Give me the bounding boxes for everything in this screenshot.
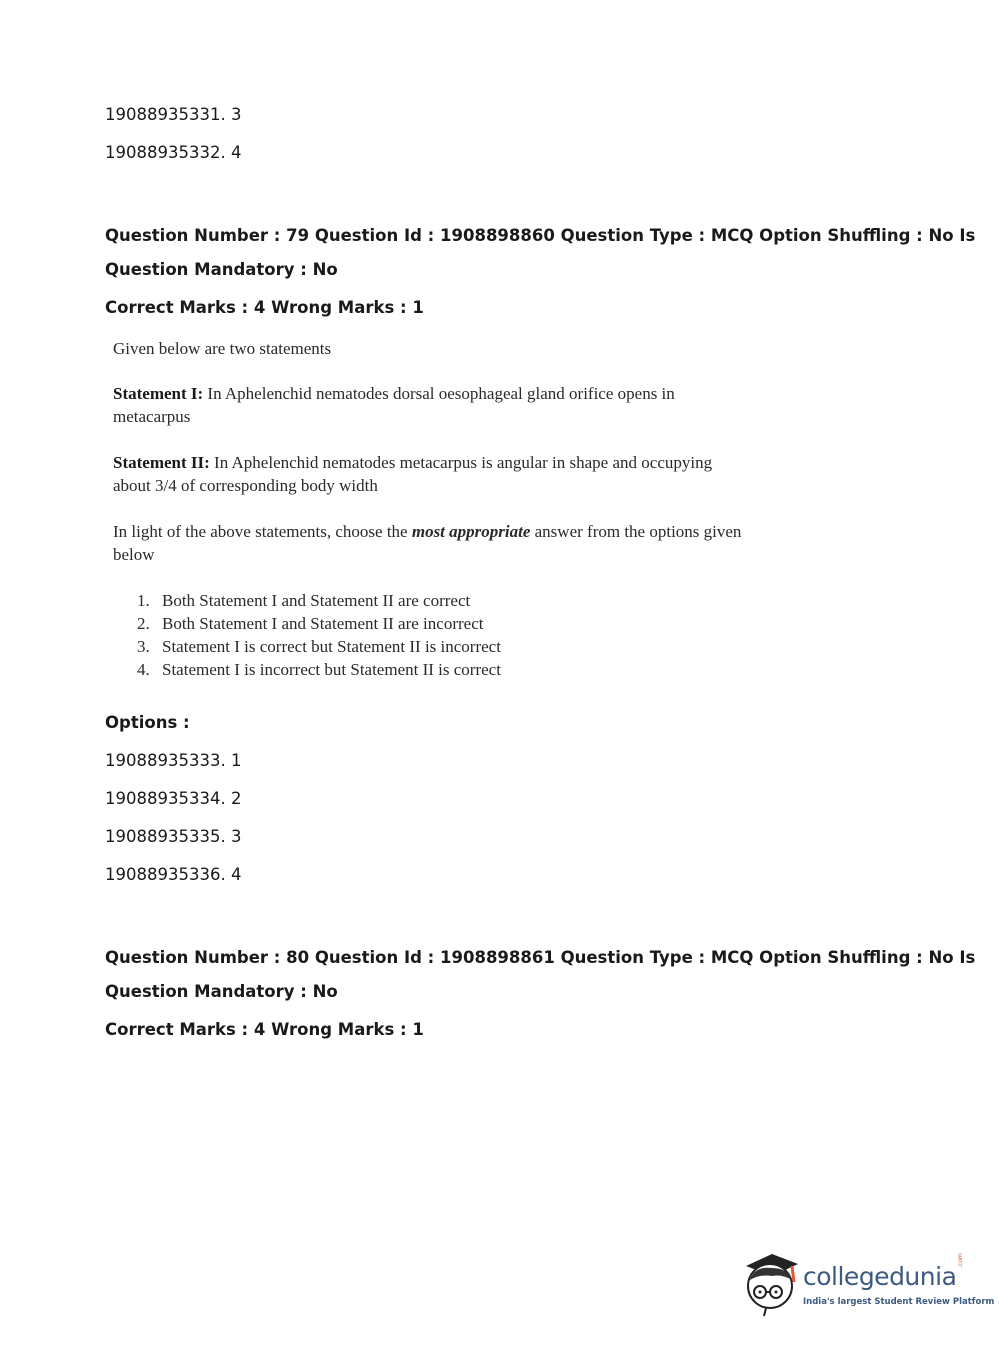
option-value: 3 — [230, 827, 242, 846]
choice-number: 1. — [137, 591, 150, 610]
option-id: 19088935331. — [105, 105, 226, 124]
question-80-mandatory: Question Mandatory : No — [105, 982, 338, 1001]
choice-list — [137, 589, 501, 681]
statement-2-continued: about 3/4 of corresponding body width — [113, 476, 378, 495]
instruction — [113, 521, 741, 543]
option-id: 19088935335. — [105, 827, 226, 846]
statement-2-label: Statement II: — [113, 453, 210, 472]
choice-text: Both Statement I and Statement II are correct — [162, 591, 471, 610]
instruction-text-end: answer from the options given — [530, 522, 742, 541]
statement-1-continued: metacarpus — [113, 407, 191, 426]
question-80-header: Question Number : 80 Question Id : 1908898861 Question Type : MCQ Option Shuffling : No Is — [105, 948, 976, 967]
option-row — [105, 789, 241, 809]
option-row — [105, 751, 241, 771]
question-79-header: Question Number : 79 Question Id : 1908898860 Question Type : MCQ Option Shuffling : No Is — [105, 226, 976, 245]
statement-1-text: In Aphelenchid nematodes dorsal oesophageal gland orifice opens in — [203, 384, 675, 403]
option-value: 1 — [230, 751, 242, 770]
question-79-marks: Correct Marks : 4 Wrong Marks : 1 — [105, 298, 424, 317]
choice-item — [137, 658, 501, 681]
option-row — [105, 827, 241, 847]
option-id: 19088935334. — [105, 789, 226, 808]
choice-number: 4. — [137, 660, 150, 679]
choice-text: Statement I is correct but Statement II is incorrect — [162, 637, 501, 656]
statement-2-text: In Aphelenchid nematodes metacarpus is angular in shape and occupying — [209, 453, 713, 472]
question-79-mandatory: Question Mandatory : No — [105, 260, 338, 279]
logo-wordmark: collegedunia — [803, 1262, 957, 1291]
option-row — [105, 865, 241, 885]
choice-item — [137, 635, 501, 658]
choice-text: Statement I is incorrect but Statement II is correct — [162, 660, 501, 679]
option-row — [105, 143, 241, 163]
statement-2 — [113, 452, 712, 474]
option-value: 4 — [230, 143, 242, 162]
option-id: 19088935333. — [105, 751, 226, 770]
logo-tagline: India's largest Student Review Platform — [803, 1297, 995, 1307]
statement-1 — [113, 383, 675, 405]
option-value: 3 — [230, 105, 242, 124]
options-label: Options : — [105, 713, 190, 732]
choice-item — [137, 612, 501, 635]
option-id: 19088935336. — [105, 865, 226, 884]
question-80-marks: Correct Marks : 4 Wrong Marks : 1 — [105, 1020, 424, 1039]
choice-number: 3. — [137, 637, 150, 656]
choice-text: Both Statement I and Statement II are incorrect — [162, 614, 484, 633]
option-value: 4 — [230, 865, 242, 884]
question-intro: Given below are two statements — [113, 339, 332, 358]
instruction-text: In light of the above statements, choose the — [113, 522, 412, 541]
choice-number: 2. — [137, 614, 150, 633]
choice-item — [137, 589, 501, 612]
instruction-emphasis: most appropriate — [411, 522, 531, 541]
statement-1-label: Statement I: — [113, 384, 204, 403]
option-row — [105, 105, 241, 125]
instruction-continued: below — [113, 545, 155, 564]
option-value: 2 — [230, 789, 242, 808]
option-id: 19088935332. — [105, 143, 226, 162]
logo-suffix: .com — [957, 1253, 964, 1268]
